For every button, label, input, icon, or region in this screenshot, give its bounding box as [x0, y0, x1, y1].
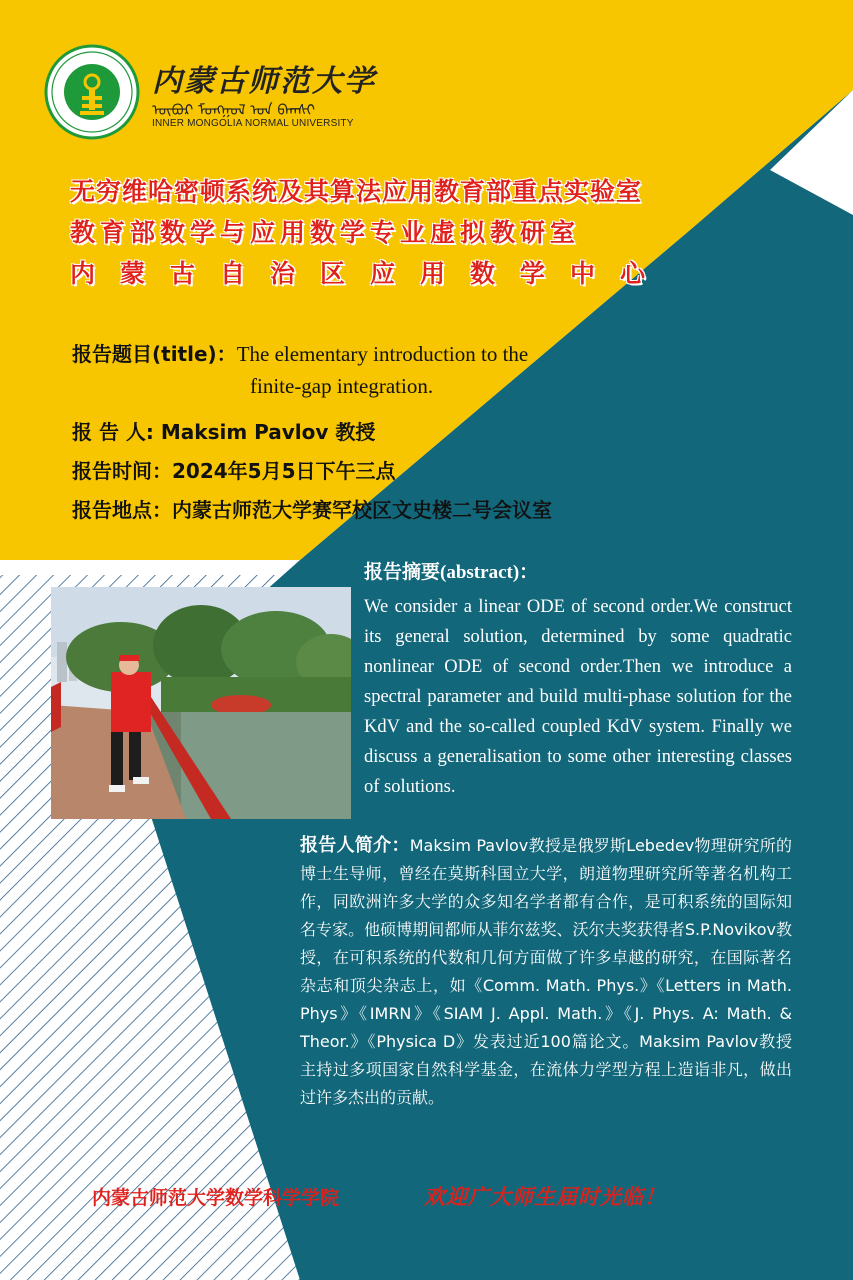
lab-name-3: 内蒙古自治区应用数学中心 [70, 259, 671, 288]
abstract-heading-cn: 报告摘要 [364, 561, 441, 583]
time-value: 2024年5月5日下午三点 [172, 459, 396, 483]
bio-text: Maksim Pavlov教授是俄罗斯Lebedev物理研究所的博士生导师，曾经在莫斯科国立大学，朗道物理研究所等著名机构工作，同欧洲许多大学的众多知名学者都有合作，是可积系统的国际知名专家。他硕博期间都师从菲尔兹奖、沃尔夫奖获得者S.P.Novikov教授，在可积系统的代数和几何方面做了许多卓越的研究，在国际著名杂志和顶尖杂志上，如《Comm. Math. Phys.》《Letters in Math. Phys》《IMRN》《SIAM J. Appl. Math.》《J. Phys. A: Math. & Theor.》《Physica D》发表过近100篇论文。Maksim Pavlov教授主持过多项国家自然科学基金，在流体力学型方程上造诣非凡，做出过许多杰出的贡献。 [300, 836, 792, 1107]
place-value: 内蒙古师范大学赛罕校区文史楼二号会议室 [172, 498, 552, 522]
speaker-value: Maksim Pavlov 教授 [160, 420, 376, 444]
university-seal-icon [44, 44, 140, 140]
footer-welcome: 欢迎广大师生届时光临！ [424, 1185, 666, 1209]
university-name-mongolian: ᠦᠪᠦᠷ ᠮᠣᠩᠭᠣᠯ ᠤᠨ ᠪᠠᠭᠰᠢ [152, 101, 316, 119]
place-label: 报告地点： [72, 498, 172, 522]
title-line-1: The elementary introduction to the [236, 342, 529, 366]
lab-name-2: 教育部数学与应用数学专业虚拟教研室 [70, 218, 581, 247]
place-row [72, 494, 552, 523]
talk-title-row [72, 338, 528, 367]
abstract-heading [364, 557, 538, 584]
title-line-2: finite-gap integration. [250, 374, 434, 398]
speaker-row [72, 416, 375, 445]
speaker-bio [300, 832, 792, 1112]
footer-school: 内蒙古师范大学数学科学学院 [92, 1187, 340, 1209]
title-label: 报告题目(title)： [72, 342, 237, 366]
university-name-cn: 内蒙古师范大学 [152, 64, 376, 99]
abstract-text: We consider a linear ODE of second order.We construct its general solution, determined by some quadratic nonlinear ODE of second order.Then we introduce a spectral parameter and build multi-phase solution for the KdV and the so-called coupled KdV system. Finally we discuss a generalisation to some other interesting classes of solutions. [364, 597, 792, 797]
time-row [72, 455, 396, 484]
time-label: 报告时间： [72, 459, 172, 483]
lab-name-1: 无穷维哈密顿系统及其算法应用教育部重点实验室 [70, 177, 643, 206]
bio-heading: 报告人简介： [300, 835, 410, 856]
abstract-heading-en: (abstract)： [440, 562, 539, 583]
speaker-label: 报 告 人: [72, 420, 161, 444]
speaker-photo [51, 587, 351, 819]
university-name-en: INNER MONGOLIA NORMAL UNIVERSITY [152, 118, 354, 129]
